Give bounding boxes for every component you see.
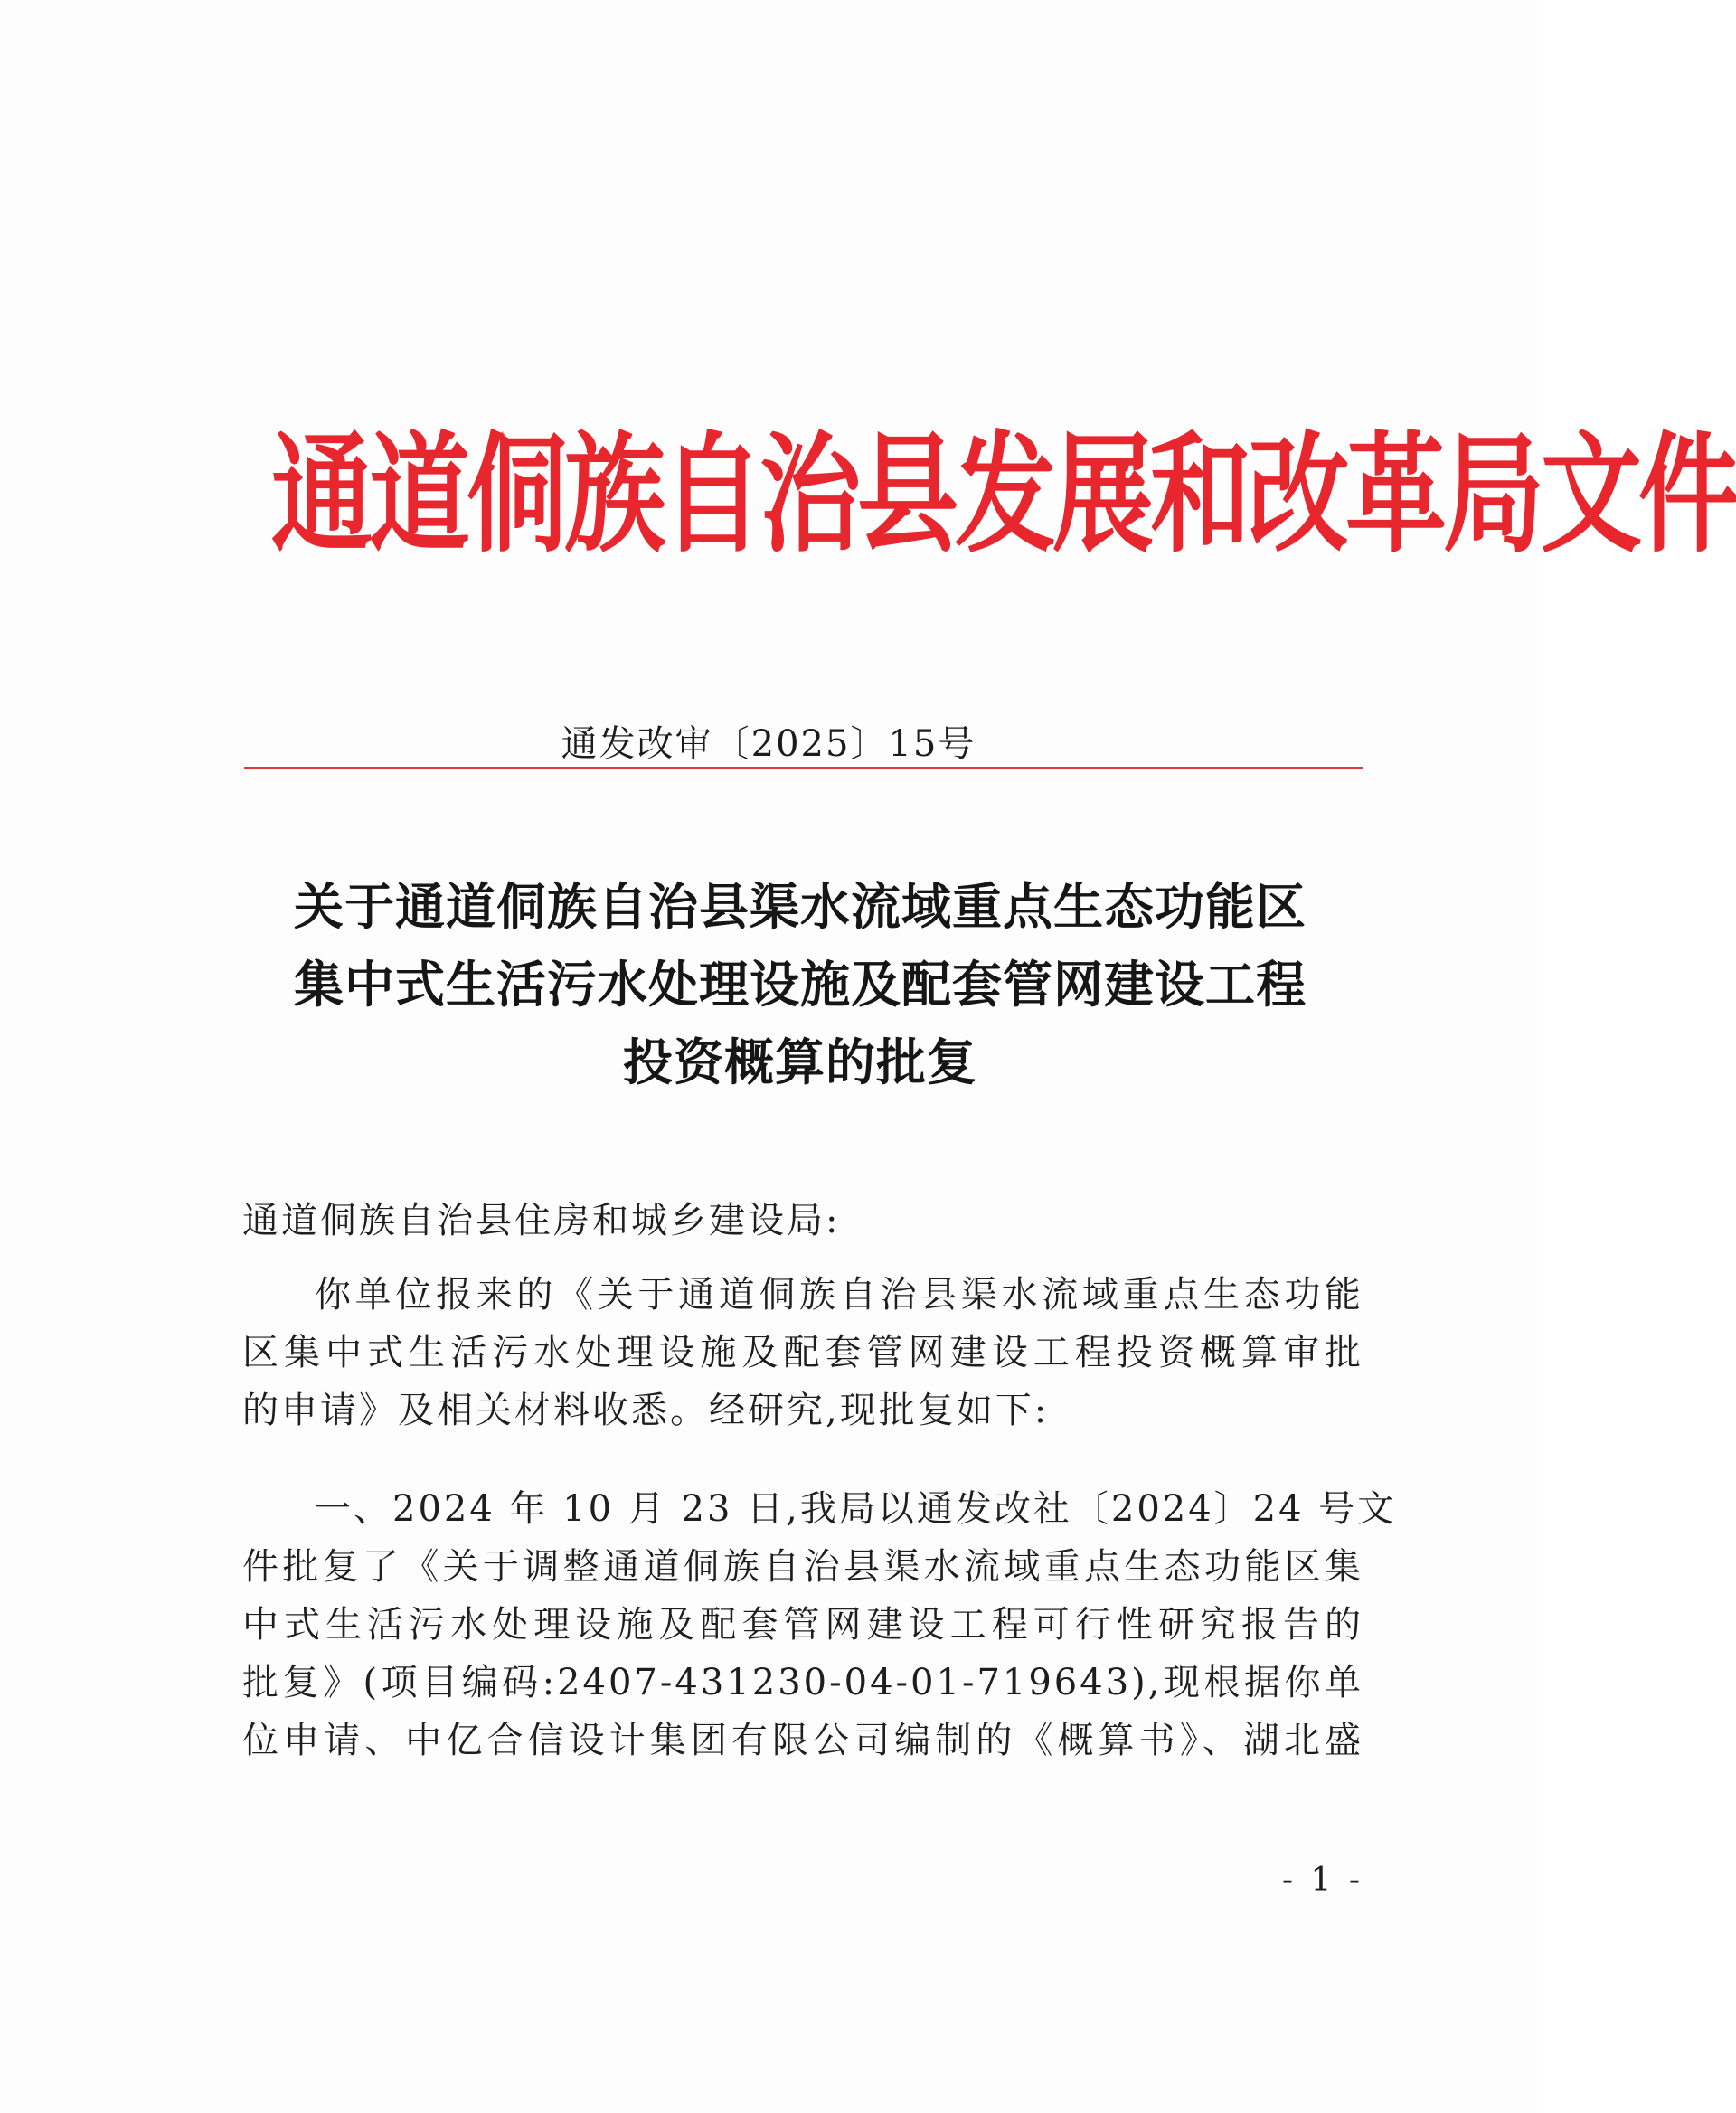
page-number: - 1 - xyxy=(1281,1862,1363,1899)
addressee xyxy=(242,1192,1363,1250)
paragraph-1 xyxy=(242,1266,1363,1439)
addressee-line: 通道侗族自治县住房和城乡建设局: xyxy=(242,1200,841,1241)
paragraph-2 xyxy=(242,1480,1397,1769)
document-number: 通发改审〔2025〕15号 xyxy=(561,723,976,765)
title-line-2: 集中式生活污水处理设施及配套管网建设工程 xyxy=(293,956,1307,1014)
paragraph-1-line-2: 区集中式生活污水处理设施及配套管网建设工程投资概算审批 xyxy=(242,1332,1363,1373)
paragraph-2-line-3: 中式生活污水处理设施及配套管网建设工程可行性研究报告的 xyxy=(242,1604,1363,1646)
title-line-3: 投资概算的批复 xyxy=(622,1033,977,1091)
paragraph-1-line-1: 你单位报来的《关于通道侗族自治县渠水流域重点生态功能 xyxy=(315,1274,1363,1316)
paragraph-1-line-3: 的申请》及相关材料收悉。经研究,现批复如下: xyxy=(242,1390,1050,1431)
document-title xyxy=(226,868,1374,1101)
paragraph-2-line-1: 一、2024 年 10 月 23 日,我局以通发改社〔2024〕24 号文 xyxy=(315,1488,1397,1530)
masthead-title: 通道侗族自治县发展和改革局文件 xyxy=(271,420,1736,571)
title-line-1: 关于通道侗族自治县渠水流域重点生态功能区 xyxy=(293,878,1307,936)
paragraph-2-line-4: 批复》(项目编码:2407-431230-04-01-719643),现根据你单 xyxy=(242,1662,1363,1703)
paragraph-2-line-5: 位申请、中亿合信设计集团有限公司编制的《概算书》、湖北盛 xyxy=(242,1720,1363,1761)
bleed-through-texture xyxy=(237,271,1358,316)
paragraph-2-line-2: 件批复了《关于调整通道侗族自治县渠水流域重点生态功能区集 xyxy=(242,1546,1363,1588)
red-divider-rule xyxy=(244,767,1363,769)
